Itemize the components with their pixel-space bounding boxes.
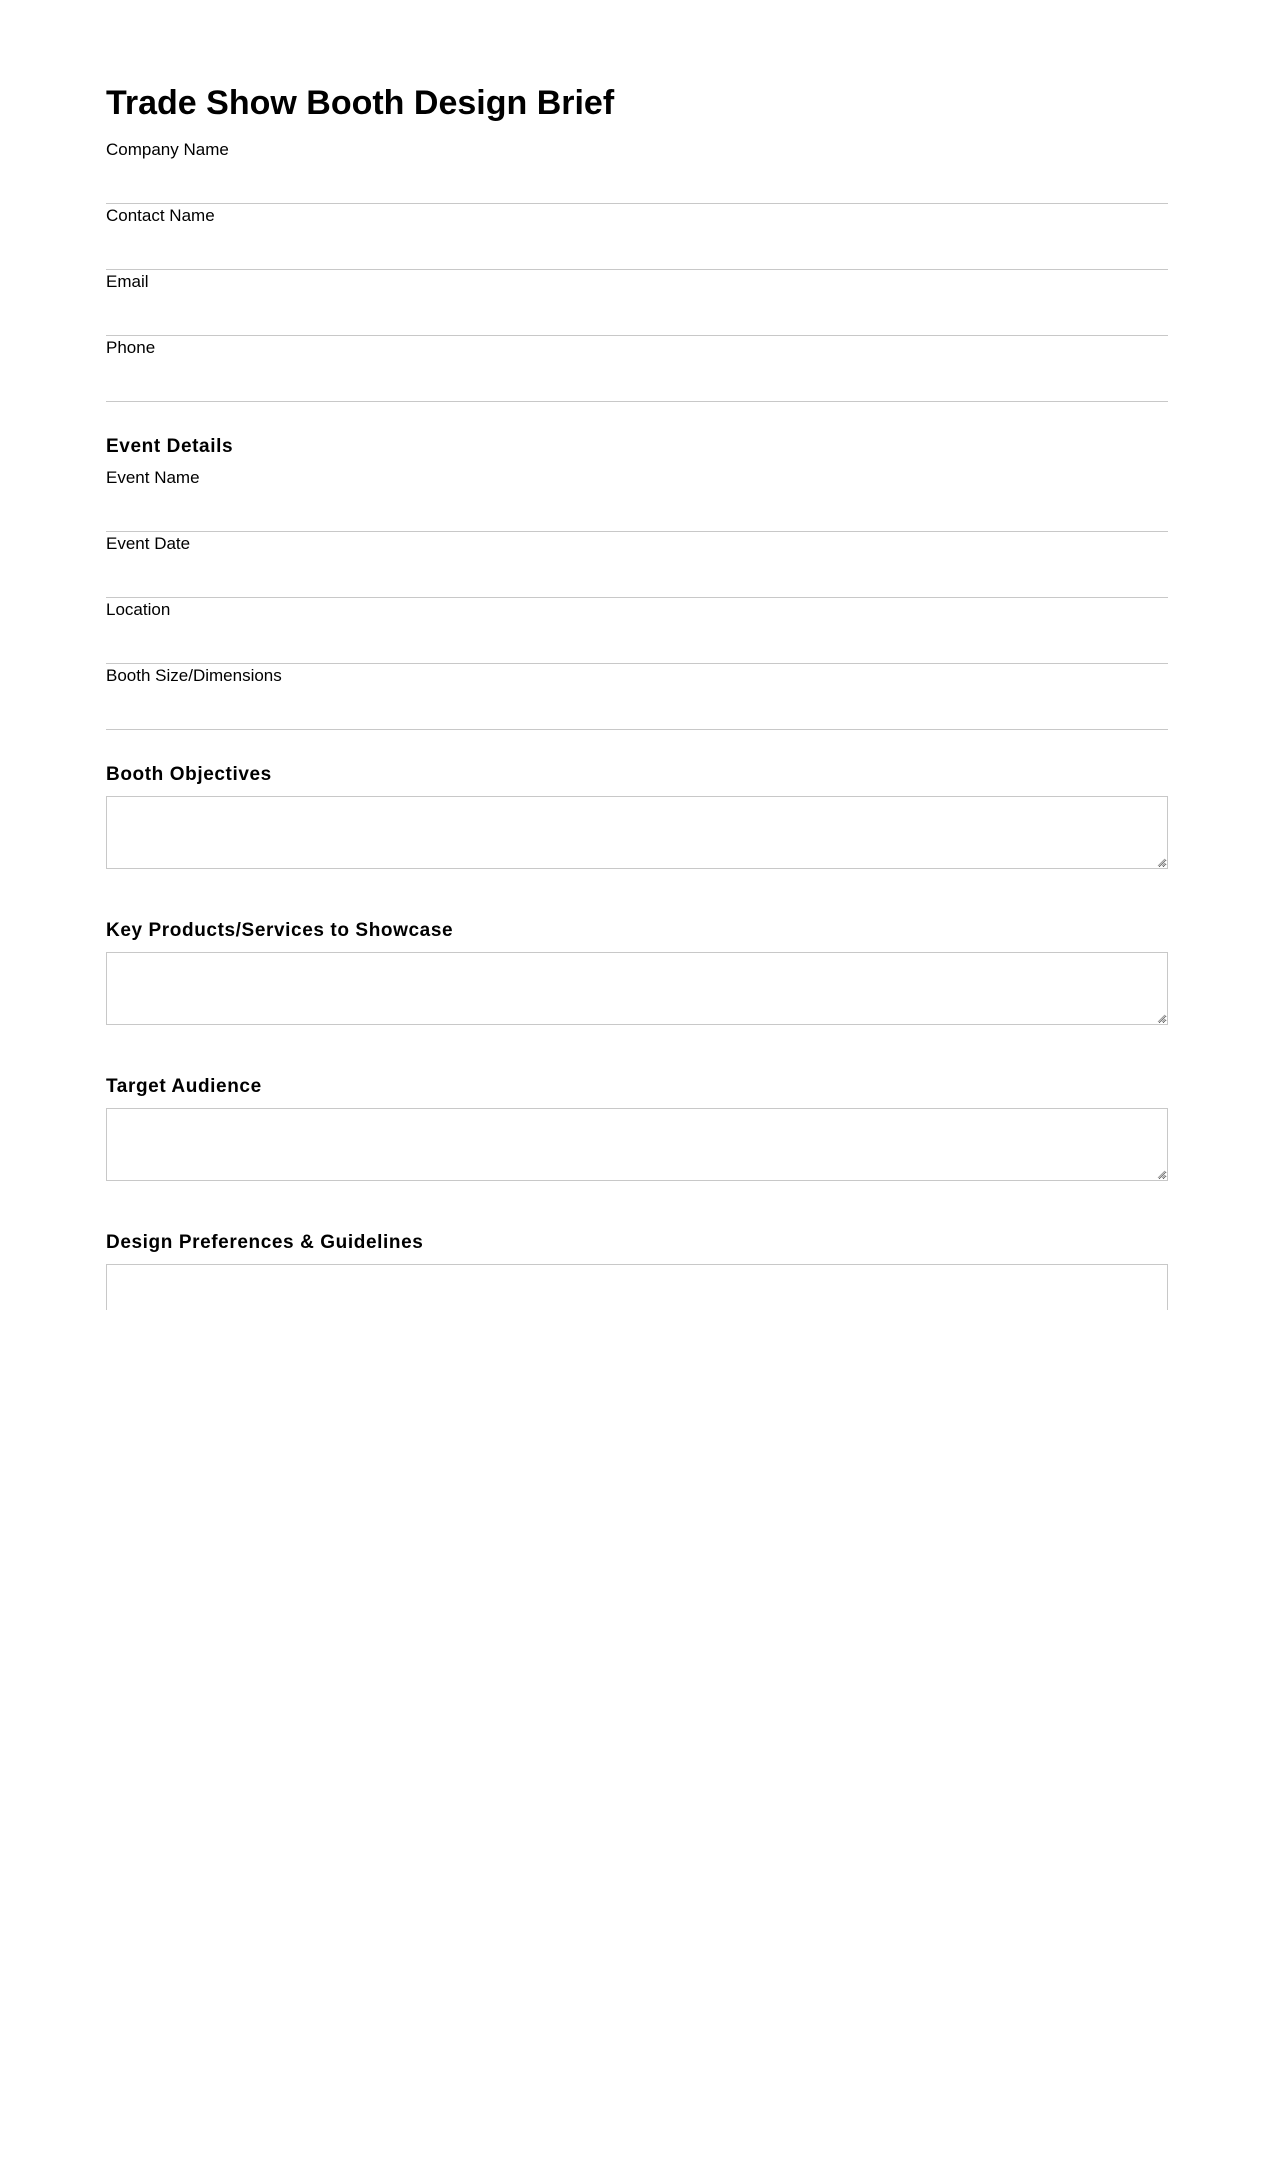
event-name-input[interactable]	[106, 467, 1168, 532]
contact-name-input[interactable]	[106, 205, 1168, 270]
booth-objectives-heading: Booth Objectives	[106, 764, 272, 785]
key-products-heading: Key Products/Services to Showcase	[106, 920, 454, 941]
event-name-label: Event Name	[106, 468, 200, 487]
email-input[interactable]	[106, 271, 1168, 336]
target-audience-textarea[interactable]	[106, 1108, 1168, 1181]
event-date-input[interactable]	[106, 533, 1168, 598]
booth-objectives-textarea[interactable]	[106, 796, 1168, 869]
phone-field	[106, 337, 1168, 402]
company-name-label: Company Name	[106, 140, 229, 159]
key-products-textarea[interactable]	[106, 952, 1168, 1025]
event-date-field	[106, 533, 1168, 598]
event-name-field	[106, 467, 1168, 532]
booth-size-input[interactable]	[106, 665, 1168, 730]
event-date-label: Event Date	[106, 534, 191, 553]
booth-size-label: Booth Size/Dimensions	[106, 666, 282, 685]
phone-input[interactable]	[106, 337, 1168, 402]
location-field	[106, 599, 1168, 664]
target-audience-heading: Target Audience	[106, 1076, 262, 1097]
location-label: Location	[106, 600, 171, 619]
design-preferences-heading: Design Preferences & Guidelines	[106, 1232, 424, 1253]
company-name-input[interactable]	[106, 139, 1168, 204]
event-details-heading: Event Details	[106, 436, 234, 457]
location-input[interactable]	[106, 599, 1168, 664]
phone-label: Phone	[106, 338, 156, 357]
email-field	[106, 271, 1168, 336]
design-preferences-textarea[interactable]	[106, 1264, 1168, 1310]
design-brief-form	[106, 0, 1168, 1310]
contact-name-field	[106, 205, 1168, 270]
company-name-field	[106, 139, 1168, 204]
page-title: Trade Show Booth Design Brief	[106, 84, 615, 122]
contact-name-label: Contact Name	[106, 206, 215, 225]
email-label: Email	[106, 272, 149, 291]
booth-size-field	[106, 665, 1168, 730]
